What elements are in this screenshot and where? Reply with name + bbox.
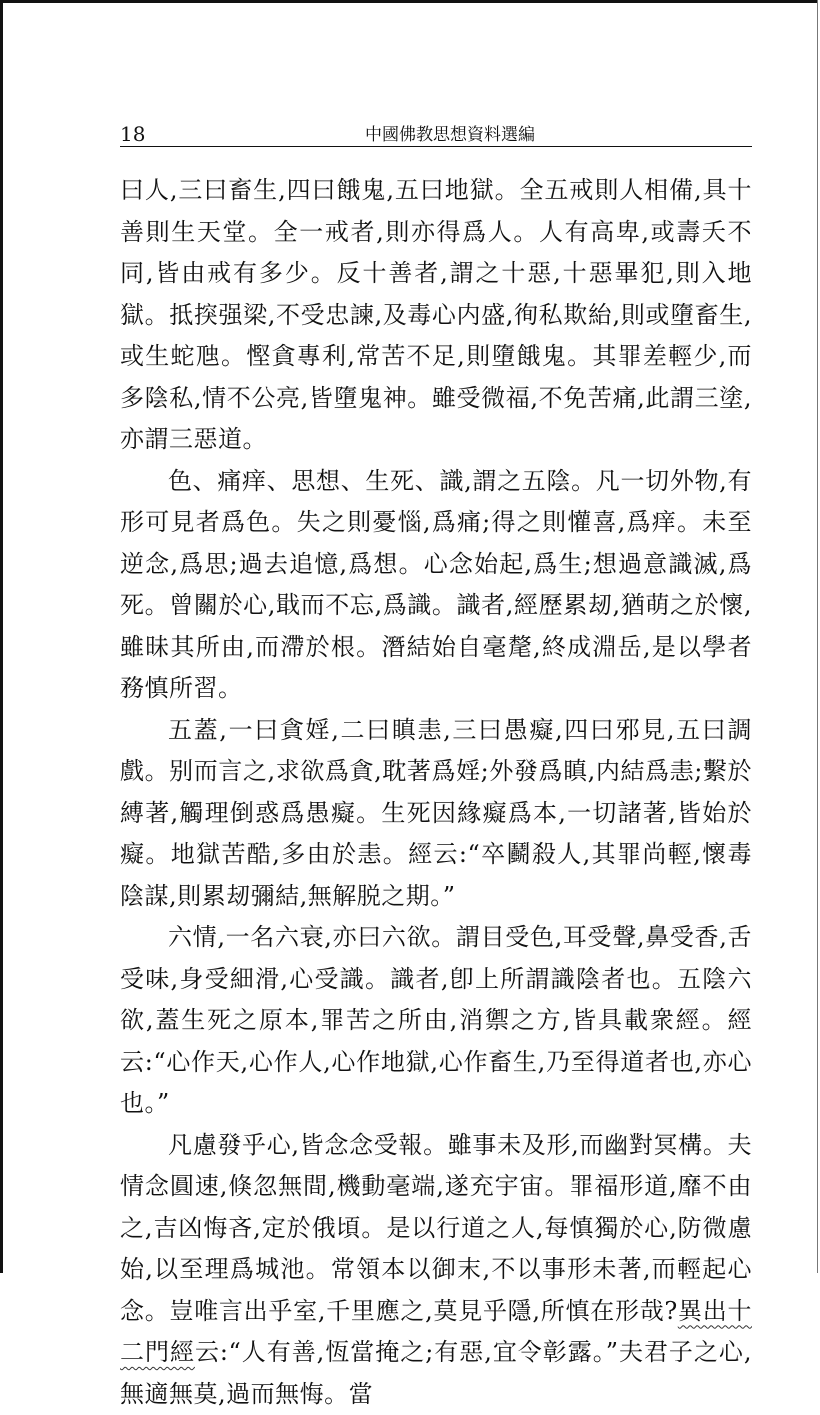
page-border-left — [0, 0, 3, 1273]
paragraph-5 — [120, 1125, 752, 1415]
page-header — [120, 116, 750, 146]
paragraph-1: 曰人,三曰畜生,四曰餓鬼,五曰地獄。全五戒則人相備,具十善則生天堂。全一戒者,則亦得爲人。人有高卑,或壽夭不同,皆由戒有多少。反十善者,謂之十惡,十惡畢犯,則入地獄。抵揬强梁,不受忠諫,及毒心内盛,徇私欺紿,則或墮畜生,或生蛇虺。慳貪專利,常苦不足,則墮餓鬼。其罪差輕少,而多陰私,情不公亮,皆墮鬼神。雖受微福,不免苦痛,此謂三塗,亦謂三惡道。 — [120, 170, 752, 461]
body-text — [120, 170, 752, 1415]
paragraph-3: 五蓋,一曰貪婬,二曰瞋恚,三曰愚癡,四曰邪見,五曰調戲。别而言之,求欲爲貪,耽著爲婬;外發爲瞋,内結爲恚;繫於縛著,觸理倒惑爲愚癡。生死因緣癡爲本,一切諸著,皆始於癡。地獄苦酷,多由於恚。經云:“卒鬬殺人,其罪尚輕,懷毒陰謀,則累刼彌結,無解脱之期。” — [120, 710, 752, 918]
page-border-top — [0, 0, 818, 3]
page-number: 18 — [120, 122, 145, 146]
running-title: 中國佛教思想資料選編 — [365, 120, 535, 145]
paragraph-4: 六情,一名六衰,亦曰六欲。謂目受色,耳受聲,鼻受香,舌受味,身受細滑,心受識。識者,卽上所謂識陰者也。五陰六欲,蓋生死之原本,罪苦之所由,消禦之方,皆具載衆經。經云:“心作天,心作人,心作地獄,心作畜生,乃至得道者也,亦心也。” — [120, 917, 752, 1125]
paragraph-5-text-after: 云:“人有善,恆當掩之;有惡,宜令彰露。”夫君子之心,無適無莫,過而無悔。當 — [120, 1338, 752, 1408]
page-border-right — [817, 0, 818, 1273]
citation-title: 異出十二門經 — [120, 1297, 752, 1367]
paragraph-5-text-before: 凡慮發乎心,皆念念受報。雖事未及形,而幽對冥構。夫情念圓速,倏忽無間,機動毫端,遂充宇宙。罪福形道,靡不由之,吉凶悔吝,定於俄頃。是以行道之人,每慎獨於心,防微慮始,以至理爲城池。常領本以御末,不以事形未著,而輕起心念。豈唯言出乎室,千里應之,莫見乎隱,所慎在形哉? — [120, 1131, 752, 1325]
header-rule — [120, 146, 752, 147]
paragraph-2: 色、痛痒、思想、生死、識,謂之五陰。凡一切外物,有形可見者爲色。失之則憂惱,爲痛;得之則懽喜,爲痒。未至逆念,爲思;過去追憶,爲想。心念始起,爲生;想過意識滅,爲死。曾關於心,戢而不忘,爲識。識者,經歷累刼,猶萌之於懷,雖昧其所由,而滯於根。潛結始自毫氂,終成淵岳,是以學者務慎所習。 — [120, 461, 752, 710]
